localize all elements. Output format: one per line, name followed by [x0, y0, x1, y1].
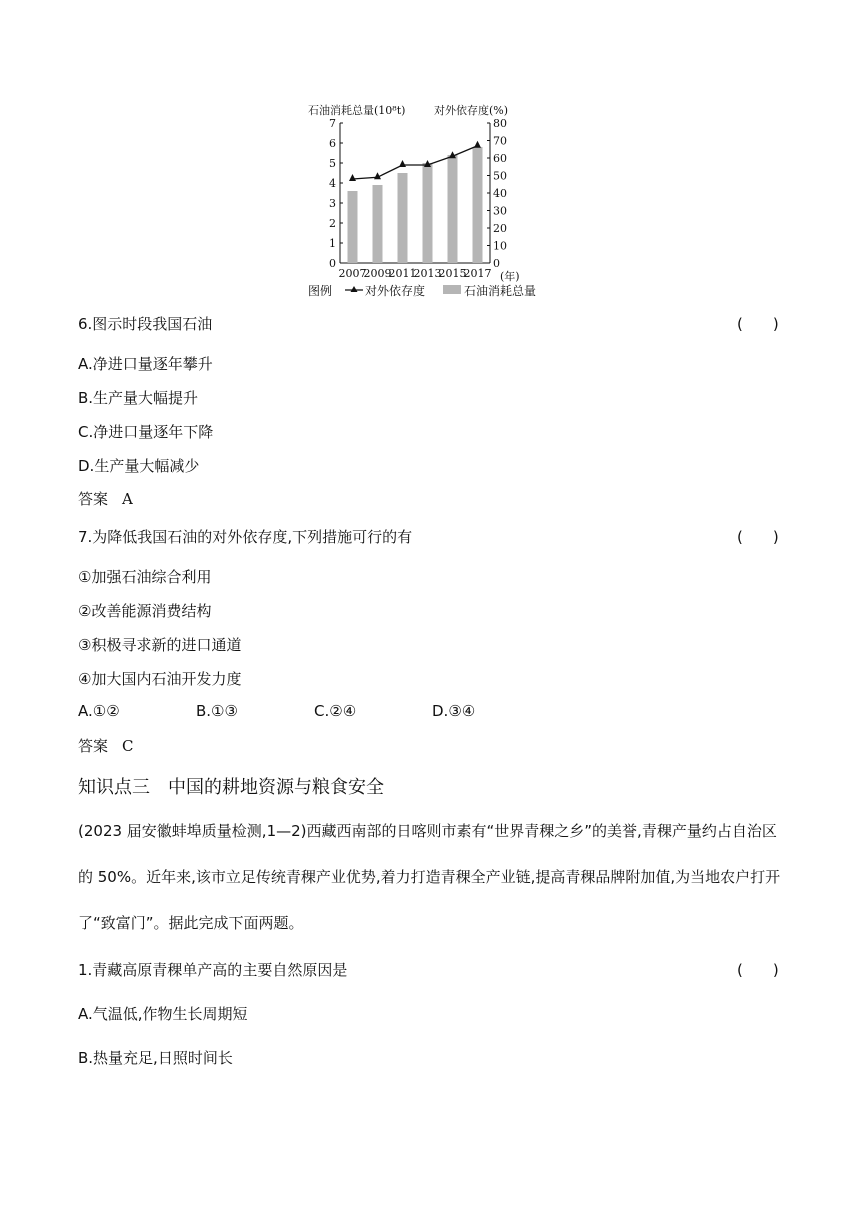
- q7-option-c: C.②④: [314, 702, 357, 720]
- legend-triangle-marker: [351, 286, 358, 292]
- legend: [308, 283, 536, 298]
- point-2011: [399, 160, 406, 167]
- dependency-line: [353, 146, 478, 179]
- q6-answer-label: 答案: [78, 490, 109, 508]
- section-passage: (2023 届安徽蚌埠质量检测,1—2)西藏西南部的日喀则市素有“世界青稞之乡”的美誉,青稞产量约占自治区的 50%。近年来,该市立足传统青稞产业优势,着力打造青稞全产业链,提高青稞品牌附加值,为当地农户打开了“致富门”。据此完成下面两题。: [78, 822, 781, 932]
- bar-2009: [373, 185, 383, 263]
- q7-option-b: B.①③: [196, 702, 238, 720]
- x-tick-label: 2015: [438, 267, 467, 280]
- q7-answer-value: C: [122, 737, 134, 755]
- left-tick-label: 4: [329, 177, 336, 190]
- x-tick-label: 2007: [338, 267, 367, 280]
- left-tick-label: 2: [329, 217, 336, 230]
- q7-item-4: ④加大国内石油开发力度: [78, 670, 242, 688]
- oil-chart: [300, 100, 560, 300]
- q7-answer-paren: ( ): [737, 528, 779, 546]
- x-tick-label: 2011: [388, 267, 417, 280]
- q7-answer: [78, 735, 134, 756]
- bar-2011: [398, 173, 408, 263]
- x-tick-label: 2009: [363, 267, 392, 280]
- q6-answer: [78, 488, 133, 509]
- q6-option-b: B.生产量大幅提升: [78, 389, 199, 407]
- q6-option-a: A.净进口量逐年攀升: [78, 355, 213, 373]
- bar-2015: [448, 155, 458, 263]
- q7-option-d: D.③④: [432, 702, 476, 720]
- q7-answer-label: 答案: [78, 737, 109, 755]
- left-axis-title: 石油消耗总量(10⁸t): [308, 104, 406, 117]
- bar-2013: [423, 163, 433, 263]
- q1-stem: 1.青藏高原青稞单产高的主要自然原因是: [78, 961, 348, 979]
- right-tick-label: 30: [493, 204, 507, 218]
- right-tick-label: 80: [493, 117, 507, 130]
- left-tick-label: 7: [329, 117, 336, 130]
- bar-2017: [473, 147, 483, 263]
- point-2007: [349, 174, 356, 181]
- q6-answer-paren: ( ): [737, 315, 779, 333]
- legend-line-label: 对外依存度: [365, 284, 426, 298]
- q7-item-2: ②改善能源消费结构: [78, 602, 212, 620]
- right-tick-label: 70: [493, 134, 507, 148]
- right-axis-title: 对外依存度(%): [434, 104, 509, 117]
- bar-2007: [348, 191, 358, 263]
- left-tick-label: 1: [329, 237, 336, 250]
- point-2017: [474, 141, 481, 148]
- q1-answer-paren: ( ): [737, 961, 779, 979]
- right-tick-label: 50: [493, 169, 507, 183]
- x-axis-unit: (年): [500, 270, 520, 283]
- q1-option-b: B.热量充足,日照时间长: [78, 1049, 233, 1067]
- left-tick-label: 6: [329, 137, 336, 150]
- right-tick-label: 20: [493, 222, 507, 235]
- legend-title: 图例: [308, 284, 333, 298]
- right-tick-label: 60: [493, 152, 507, 165]
- plot-area: [329, 117, 507, 280]
- left-tick-label: 3: [329, 197, 336, 210]
- left-tick-label: 0: [329, 257, 336, 270]
- q7-stem: 7.为降低我国石油的对外依存度,下列措施可行的有: [78, 528, 413, 546]
- q1-option-a: A.气温低,作物生长周期短: [78, 1005, 248, 1023]
- q6-stem: 6.图示时段我国石油: [78, 315, 213, 333]
- q6-option-d: D.生产量大幅减少: [78, 457, 200, 475]
- q7-option-a: A.①②: [78, 702, 120, 720]
- x-tick-label: 2017: [463, 267, 492, 280]
- q7-item-3: ③积极寻求新的进口通道: [78, 636, 242, 654]
- left-tick-label: 5: [329, 157, 336, 170]
- right-tick-label: 0: [493, 257, 500, 270]
- legend-bar-label: 石油消耗总量: [464, 284, 537, 298]
- right-tick-label: 40: [493, 187, 507, 200]
- q7-item-1: ①加强石油综合利用: [78, 568, 212, 586]
- q6-answer-value: A: [122, 490, 133, 508]
- x-tick-label: 2013: [413, 267, 442, 280]
- q6-option-c: C.净进口量逐年下降: [78, 423, 214, 441]
- legend-bar-swatch: [443, 285, 461, 294]
- section-heading: 知识点三 中国的耕地资源与粮食安全: [78, 777, 384, 798]
- right-tick-label: 10: [493, 239, 507, 253]
